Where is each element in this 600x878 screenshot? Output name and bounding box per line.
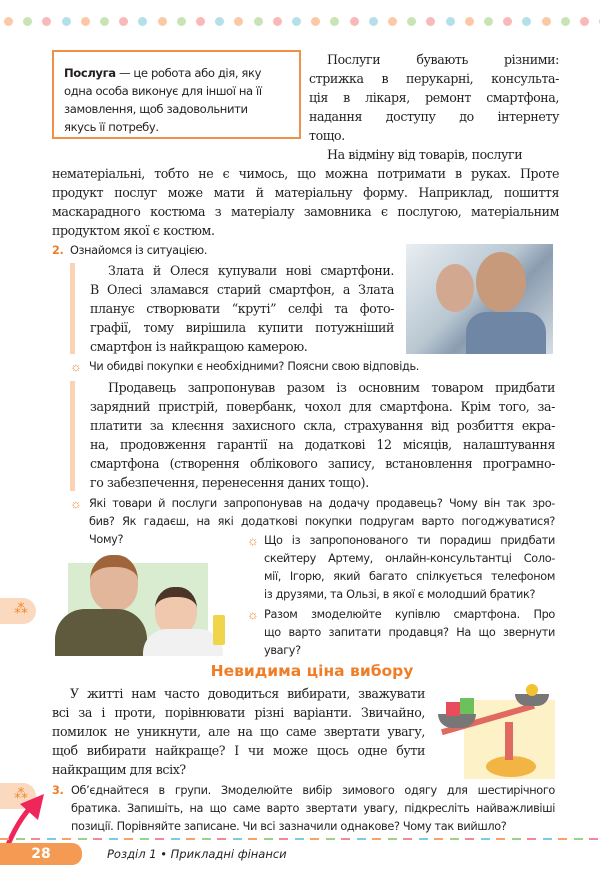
text-line: Об’єднайтеся в групи. Змоделюйте вибір зимового одягу для шестирічного	[71, 784, 555, 797]
text-line: Злата й Олеся купували нові смартфони.	[108, 263, 394, 278]
dash-segment	[357, 838, 366, 840]
dash-segment	[140, 838, 149, 840]
dash-segment	[93, 838, 102, 840]
dash-segment	[434, 838, 443, 840]
text-line: продукт послуг може мати й матеріальну форму. Наприклад, пошиття	[52, 185, 559, 200]
section-heading: Невидима ціна вибору	[210, 662, 414, 680]
decor-dot	[350, 17, 359, 26]
text-line: Що із запропонованого ти порадиш придбати	[264, 534, 555, 547]
dash-segment	[78, 838, 87, 840]
task3-text	[71, 782, 555, 836]
decor-dot	[42, 17, 51, 26]
quote-bar	[70, 263, 75, 354]
scales-image	[438, 684, 555, 779]
dash-segment	[403, 838, 412, 840]
dash-segment	[31, 838, 40, 840]
text-line: всі за і проти, порівнювати різні варіанти. Звичайно,	[52, 705, 425, 720]
decor-dot	[311, 17, 320, 26]
text-line: Послуги бувають різними:	[327, 52, 559, 67]
dash-segment	[248, 838, 257, 840]
text-line: платити за клеєння захисного скла, страхування від розбиття екра-	[90, 418, 555, 433]
definition-term: Послуга	[64, 66, 116, 80]
text-line: графії, тому вирішила купити потужніший	[90, 320, 394, 335]
teens-phones-photo	[55, 551, 235, 656]
dash-segment	[558, 838, 567, 840]
chapter-title: Розділ 1 • Прикладні фінанси	[107, 847, 287, 861]
question-1: Чи обидві покупки є необхідними? Поясни свою відповідь.	[89, 360, 419, 373]
dash-segment	[171, 838, 180, 840]
task-number: 2.	[52, 244, 64, 257]
text-line: Чому?	[89, 533, 124, 546]
dots-border	[4, 17, 600, 27]
text-line: нематеріальні, тобто не є чимось, що можна потримати в руках. Проте	[52, 166, 559, 181]
decor-dot	[177, 17, 186, 26]
definition-text: одна особа виконує для іншої на її	[64, 84, 262, 98]
decor-dot	[522, 17, 531, 26]
question-3	[264, 532, 555, 604]
task-title: Ознайомся із ситуацією.	[69, 244, 208, 257]
text-line: В Олесі зламався старий смартфон, а Злата	[90, 282, 394, 297]
dash-segment	[388, 838, 397, 840]
decor-dot	[465, 17, 474, 26]
text-line: на, продовження гарантії на додаткові 12 місяців, налаштування	[90, 437, 555, 452]
decor-dot	[426, 17, 435, 26]
group-work-icon: ⁂	[0, 783, 36, 809]
dash-segment	[419, 838, 428, 840]
decor-dot	[580, 17, 589, 26]
definition-text: замовлення, щоб задовольнити	[64, 102, 248, 116]
dash-segment	[264, 838, 273, 840]
text-line: смартфона (створення облікового запису, встановлення програмно-	[90, 456, 555, 471]
dash-segment	[295, 838, 304, 840]
sun-icon: ☼	[247, 533, 259, 548]
decor-dot	[330, 17, 339, 26]
dash-segment	[0, 838, 9, 840]
text-line: смартфон із найкращою камерою.	[90, 339, 308, 354]
decor-dot	[369, 17, 378, 26]
text-line: Разом змоделюйте купівлю смартфона. Про	[264, 608, 555, 621]
text-line: ція в лікаря, ремонт смартфона,	[309, 90, 559, 105]
dash-segment	[62, 838, 71, 840]
text-line: щоб вибирати найкраще? І чи може щось одне бути	[52, 743, 425, 758]
sun-icon: ☼	[247, 607, 259, 622]
dash-segment	[496, 838, 505, 840]
dash-segment	[450, 838, 459, 840]
text-line: Продавець запропонував разом із основним товаром придбати	[108, 380, 555, 395]
dashed-divider	[0, 838, 600, 840]
dash-segment	[16, 838, 25, 840]
task-number: 3.	[52, 784, 64, 797]
dash-segment	[47, 838, 56, 840]
decor-dot	[81, 17, 90, 26]
decor-dot	[292, 17, 301, 26]
text-line: скейтеру Артему, онлайн-консультантці Соло-	[264, 552, 555, 565]
dash-segment	[543, 838, 552, 840]
dash-segment	[589, 838, 598, 840]
decor-dot	[407, 17, 416, 26]
dash-segment	[109, 838, 118, 840]
decor-dot	[119, 17, 128, 26]
dash-segment	[465, 838, 474, 840]
text-line: надання доступу до інтернету	[309, 109, 559, 124]
sun-icon: ☼	[70, 359, 82, 374]
section-text	[52, 684, 425, 779]
definition-text: — це робота або дія, яку	[115, 66, 262, 80]
task2-title	[52, 242, 207, 260]
dash-segment	[326, 838, 335, 840]
sun-icon: ☼	[70, 496, 82, 511]
question-4	[264, 606, 555, 660]
quote-bar	[70, 381, 75, 491]
decor-dot	[196, 17, 205, 26]
girls-smartphones-photo	[406, 244, 553, 354]
seller-text	[90, 378, 555, 492]
text-line: зарядний пристрій, повербанк, чохол для смартфона. Крім того, за-	[90, 399, 555, 414]
text-line: тощо.	[309, 128, 345, 143]
intro-right	[309, 50, 559, 164]
dash-segment	[217, 838, 226, 840]
text-line: Які товари й послуги запропонував на додачу продавець? Чому він так зро-	[89, 497, 555, 510]
decor-dot	[254, 17, 263, 26]
text-line: планує створювати “круті” селфі та фото-	[90, 301, 394, 316]
dash-segment	[279, 838, 288, 840]
decor-dot	[100, 17, 109, 26]
text-line: На відміну від товарів, послуги	[327, 147, 523, 162]
decor-dot	[234, 17, 243, 26]
text-line: із друзями, та Ользі, в якої є молодший братик?	[264, 588, 536, 601]
decor-dot	[273, 17, 282, 26]
decor-dot	[503, 17, 512, 26]
group-work-icon: ⁂	[0, 598, 36, 624]
decor-dot	[484, 17, 493, 26]
intro-full	[52, 164, 559, 240]
decor-dot	[4, 17, 13, 26]
text-line: продуктом якої є костюм.	[52, 223, 215, 238]
text-line: найкращим для всіх?	[52, 762, 186, 777]
decor-dot	[446, 17, 455, 26]
text-line: бив? Як гадаєш, на які додаткові покупки подругам варто погоджуватися?	[89, 515, 555, 528]
decor-dot	[215, 17, 224, 26]
definition-text: якусь її потребу.	[64, 120, 159, 134]
dash-segment	[527, 838, 536, 840]
dash-segment	[574, 838, 583, 840]
decor-dot	[158, 17, 167, 26]
dash-segment	[155, 838, 164, 840]
text-line: увагу?	[264, 644, 301, 657]
text-line: стрижка в перукарні, консульта-	[309, 71, 559, 86]
dash-segment	[481, 838, 490, 840]
text-line: що варто запитати продавця? На що звернути	[264, 626, 555, 639]
text-line: помилок не уникнути, але на що саме звертати увагу,	[52, 724, 425, 739]
text-line: го забезпечення, перенесення даних тощо).	[90, 475, 369, 490]
dash-segment	[186, 838, 195, 840]
dash-segment	[341, 838, 350, 840]
definition-box	[52, 50, 301, 139]
task3-number	[52, 782, 63, 800]
text-line: позиції. Порівняйте записане. Чи всі зазначили однакове? Чому так вийшло?	[71, 820, 507, 833]
dash-segment	[512, 838, 521, 840]
decor-dot	[561, 17, 570, 26]
decor-dot	[388, 17, 397, 26]
text-line: У житті нам часто доводиться вибирати, зважувати	[70, 686, 425, 701]
page-number: 28	[0, 843, 82, 865]
text-line: мії, Ігорю, який багато спілкується телефоном	[264, 570, 555, 583]
dash-segment	[124, 838, 133, 840]
decor-dot	[62, 17, 71, 26]
dash-segment	[372, 838, 381, 840]
dash-segment	[233, 838, 242, 840]
text-line: братика. Запишіть, на що саме варто звертати увагу, підкресліть найважливіші	[71, 802, 555, 815]
story-text	[90, 261, 394, 356]
dash-segment	[202, 838, 211, 840]
decor-dot	[23, 17, 32, 26]
decor-dot	[542, 17, 551, 26]
decor-dot	[138, 17, 147, 26]
text-line: маскарадного костюма з матеріалу замовника є послугою, матеріальним	[52, 204, 559, 219]
dash-segment	[310, 838, 319, 840]
